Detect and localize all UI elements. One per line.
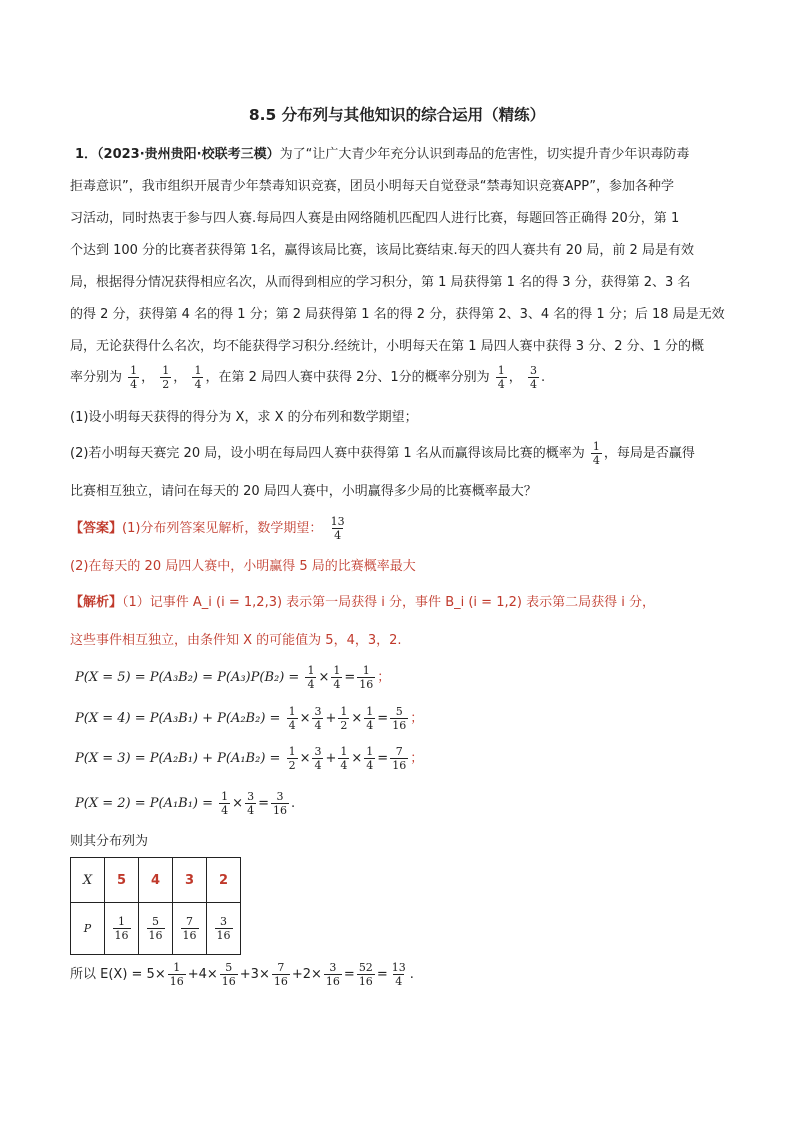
table-cell: 4 [139, 858, 173, 903]
problem-line-5: 局，根据得分情况获得相应名次，从而得到相应的学习积分，第 1 局获得第 1 名的得 3 分，获得第 2、3 名 [70, 275, 691, 290]
table-cell: $\frac{3}{16}$ [207, 903, 241, 955]
problem-line-7: 局，无论获得什么名次，均不能获得学习积分.经统计，小明每天在第 1 局四人赛中获得 3 分、2 分、1 分的概 [70, 339, 705, 354]
problem-line-8: 率分别为 $\frac{1}{4}$ ， $\frac{1}{2}$ ， $\frac{1}{4}$ ，在第 2 局四人赛中获得 2分、1分的概率分别为 $\frac{1}{4}$ ， $\frac{3}{4}$ . [70, 364, 546, 391]
q2-text: (2)若小明每天赛完 20 局，设小明在每局四人赛中获得第 1 名从而赢得该局比赛的概率为 [70, 446, 585, 461]
fraction-q1: $\frac{1}{4}$ [497, 364, 505, 391]
table-cell: 2 [207, 858, 241, 903]
equation-p4: P(X = 4) = P(A₃B₁) + P(A₂B₂) = $\frac{1}{4}$ × $\frac{3}{4}$ + $\frac{1}{2}$ × $\frac{1}{4}$ = $\frac{5}{16}$ ； [75, 705, 424, 732]
distribution-intro: 则其分布列为 [70, 834, 149, 849]
fraction-q2: $\frac{3}{4}$ [529, 364, 537, 391]
equation-p5: P(X = 5) = P(A₃B₂) = P(A₃)P(B₂) = $\frac{1}{4}$ × $\frac{1}{4}$ = $\frac{1}{16}$ ； [75, 664, 391, 691]
eq1-text: P(X = 5) = P(A₃B₂) = P(A₃)P(B₂) = [75, 670, 300, 685]
table-header-p: P [71, 903, 105, 955]
table-cell: $\frac{7}{16}$ [173, 903, 207, 955]
fraction-ans: $\frac{13}{4}$ [330, 515, 345, 542]
analysis-line-1 [70, 595, 655, 611]
eq3-text: P(X = 3) = P(A₂B₁) + P(A₁B₂) = [75, 751, 281, 766]
question-1: (1)设小明每天获得的得分为 X，求 X 的分布列和数学期望； [70, 410, 418, 425]
analysis-text-1: （1）记事件 A_i (i = 1,2,3) 表示第一局获得 i 分，事件 B_i (i = 1,2) 表示第二局获得 i 分， [122, 595, 655, 610]
fraction-p2: $\frac{1}{2}$ [162, 364, 170, 391]
line8-prefix: 率分别为 [70, 370, 123, 385]
answer-text-1: (1)分布列答案见解析，数学期望： [122, 521, 323, 536]
problem-number: 1． [75, 147, 98, 162]
question-2-line-1 [70, 440, 695, 467]
table-cell: 3 [173, 858, 207, 903]
eq4-text: P(X = 2) = P(A₁B₁) = [75, 796, 214, 811]
distribution-table [70, 857, 241, 955]
fraction-win: $\frac{1}{4}$ [592, 440, 600, 467]
problem-line-3: 习活动，同时热衷于参与四人赛.每局四人赛是由网络随机匹配四人进行比赛，每题回答正确得 20分，第 1 [70, 211, 680, 226]
table-cell: 5 [105, 858, 139, 903]
eq2-text: P(X = 4) = P(A₃B₁) + P(A₂B₂) = [75, 711, 281, 726]
line8-mid: ，在第 2 局四人赛中获得 2分、1分的概率分别为 [205, 370, 490, 385]
analysis-line-2: 这些事件相互独立，由条件知 X 的可能值为 5，4，3，2. [70, 633, 402, 648]
answer-line-1 [70, 515, 349, 542]
table-row [71, 858, 241, 903]
problem-text-1: 为了“让广大青少年充分认识到毒品的危害性，切实提升青少年识毒防毒 [279, 147, 690, 162]
expectation-line: 所以 E(X) = 5× $\frac{1}{16}$ +4× $\frac{5}{16}$ +3× $\frac{7}{16}$ +2× $\frac{3}{16}$ = $\frac{52}{16}$ = $\frac{13}{4}$ . [70, 961, 414, 988]
equation-p2: P(X = 2) = P(A₁B₁) = $\frac{1}{4}$ × $\frac{3}{4}$ = $\frac{3}{16}$ . [75, 790, 296, 817]
page-title: 8.5 分布列与其他知识的综合运用（精练） [248, 106, 546, 124]
answer-line-2: (2)在每天的 20 局四人赛中，小明赢得 5 局的比赛概率最大 [70, 559, 416, 574]
table-header-x: X [71, 858, 105, 903]
problem-line-1 [75, 147, 689, 163]
fraction-p3: $\frac{1}{4}$ [194, 364, 202, 391]
problem-line-2: 拒毒意识”，我市组织开展青少年禁毒知识竞赛，团员小明每天自觉登录“禁毒知识竞赛APP”，参加各种学 [70, 179, 675, 194]
analysis-tag: 【解析】 [70, 595, 123, 610]
problem-line-6: 的得 2 分，获得第 4 名的得 1 分；第 2 局获得第 1 名的得 2 分，获得第 2、3、4 名的得 1 分；后 18 局是无效 [70, 307, 725, 322]
expect-prefix: 所以 E(X) = 5× [70, 967, 166, 982]
table-cell: $\frac{1}{16}$ [105, 903, 139, 955]
question-2-line-2: 比赛相互独立，请问在每天的 20 局四人赛中，小明赢得多少局的比赛概率最大？ [70, 484, 537, 499]
q2-tail: ，每局是否赢得 [603, 446, 695, 461]
fraction-p1: $\frac{1}{4}$ [130, 364, 138, 391]
answer-tag: 【答案】 [70, 521, 123, 536]
table-cell: $\frac{5}{16}$ [139, 903, 173, 955]
problem-line-4: 个达到 100 分的比赛者获得第 1名，赢得该局比赛，该局比赛结束.每天的四人赛共有 20 局，前 2 局是有效 [70, 243, 694, 258]
problem-source: （2023·贵州贵阳·校联考三模） [97, 147, 280, 162]
table-row [71, 903, 241, 955]
equation-p3: P(X = 3) = P(A₂B₁) + P(A₁B₂) = $\frac{1}{2}$ × $\frac{3}{4}$ + $\frac{1}{4}$ × $\frac{1}{4}$ = $\frac{7}{16}$ ； [75, 745, 424, 772]
